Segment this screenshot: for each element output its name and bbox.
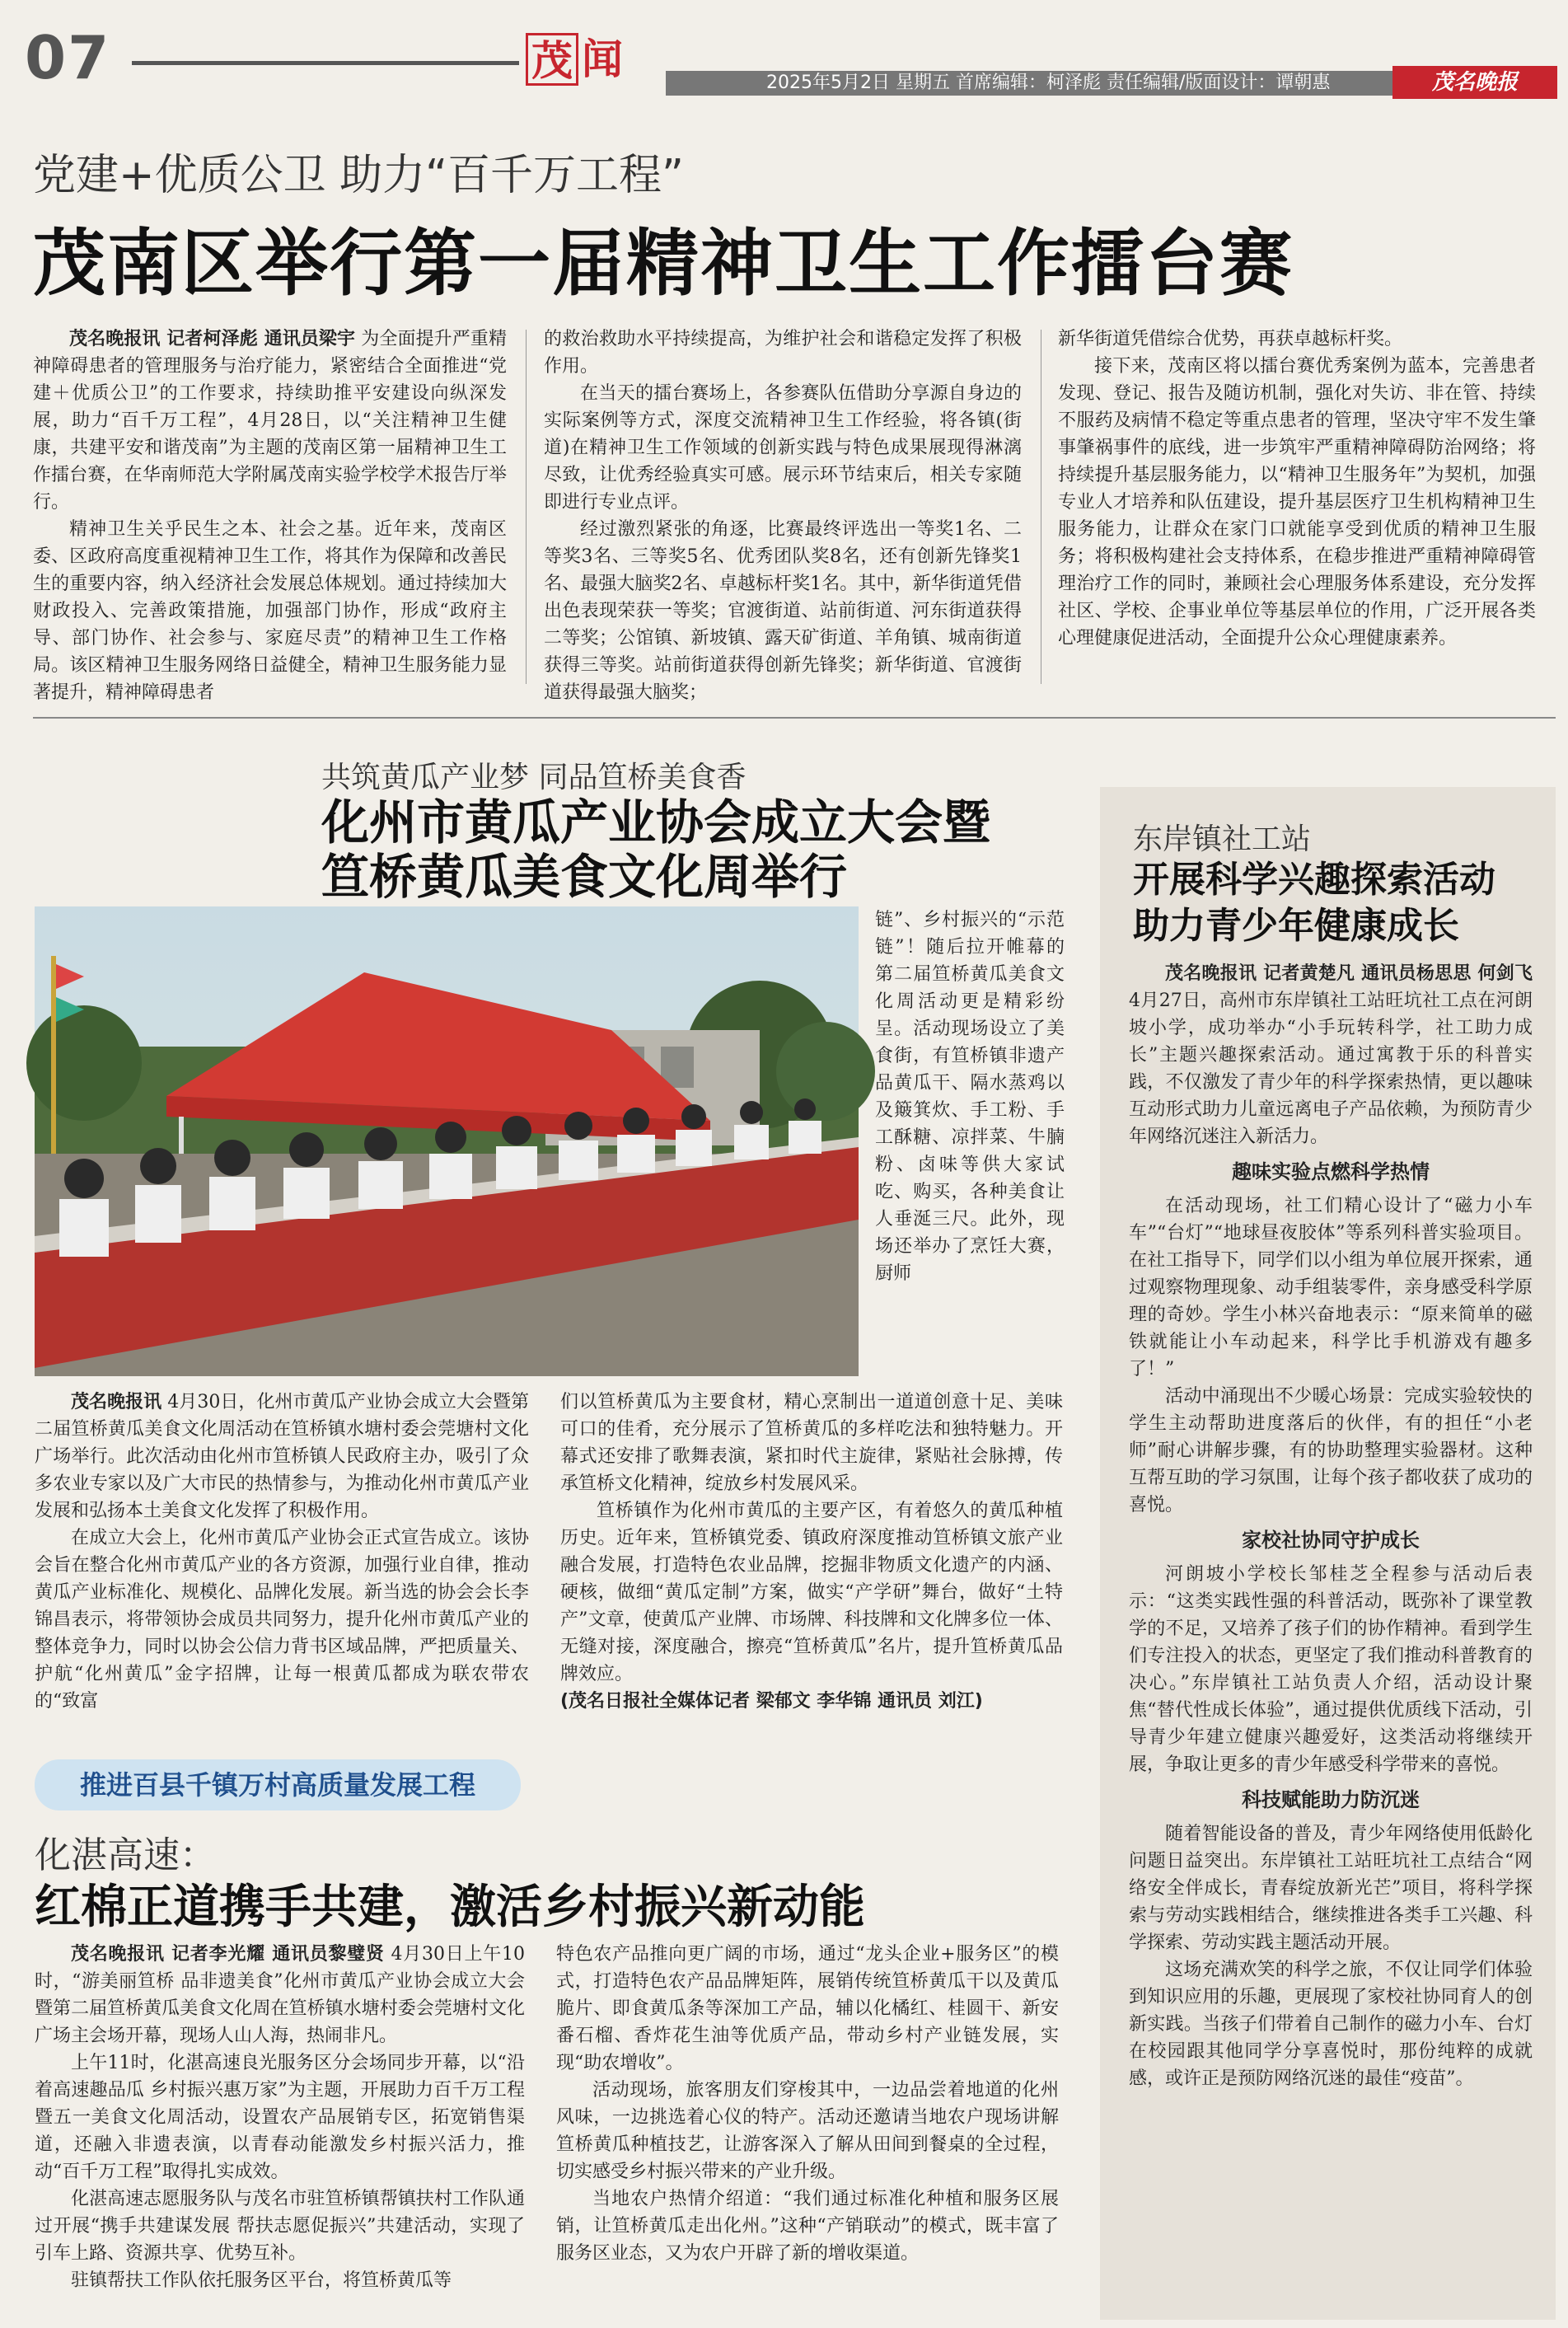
article2-col1 xyxy=(35,1389,529,1712)
sidebar-kicker: 东岸镇社工站 xyxy=(1133,822,1312,856)
sidebar-subhead-2: 家校社协同守护成长 xyxy=(1242,1529,1420,1552)
sidebar-p6: 这场充满欢笑的科学之旅，不仅让同学们体验到知识应用的乐趣，更展现了家校社协同育人的创新实践。当孩子们带着自己制作的磁力小车、台灯在校园跟其他同学分享喜悦时，那份纯粹的成就感，或许正是预防网络沉迷的最佳“疫苗”。 xyxy=(1129,1960,1533,2089)
article1-col2 xyxy=(544,326,1022,703)
sidebar-headline-line2: 助力青少年健康成长 xyxy=(1133,905,1459,947)
article1-headline: 茂南区举行第一届精神卫生工作擂台赛 xyxy=(33,221,1294,306)
article2-col2-p0: 们以笪桥黄瓜为主要食材，精心烹制出一道道创意十足、美味可口的佳肴，充分展示了笪桥黄瓜的多样吃法和独特魅力。开幕式还安排了歌舞表演，紧扣时代主旋律，紧贴社会脉搏，传承笪桥文化精神，绽放乡村发展风采。 xyxy=(560,1392,1063,1494)
article2-kicker: 共筑黄瓜产业梦 同品笪桥美食香 xyxy=(321,761,747,794)
article1-col3-p0: 新华街道凭借综合优势，再获卓越标杆奖。 xyxy=(1058,329,1403,349)
sidebar-headline xyxy=(1133,857,1495,949)
sidebar-subhead-3: 科技赋能助力防沉迷 xyxy=(1242,1788,1420,1811)
article1-col1-p1: 为全面提升严重精神障碍患者的管理服务与治疗能力，紧密结合全面推进“党建＋优质公卫”的工作要求，持续助推平安建设向纵深发展，助力“百千万工程”，4月28日，以“关注精神卫生健康，共建平安和谐茂南”为主题的茂南区第一届精神卫生工作擂台赛，在华南师范大学附属茂南实验学校学术报告厅举行。 xyxy=(33,329,507,513)
campaign-banner: 推进百县千镇万村高质量发展工程 xyxy=(35,1759,521,1810)
article3-col1-p1: 4月30日上午10时，“游美丽笪桥 品非遗美食”化州市黄瓜产业协会成立大会暨第二届笪桥黄瓜美食文化周在笪桥镇水塘村委会莞塘村文化广场主会场开幕，现场人山人海，热闹非凡。 xyxy=(35,1944,525,2046)
article3-col1 xyxy=(35,1941,525,2320)
sidebar-headline-line1: 开展科学兴趣探索活动 xyxy=(1133,859,1495,901)
article2-lead: 茂名晚报讯 xyxy=(71,1392,162,1412)
article3-lead: 茂名晚报讯 记者李光耀 通讯员黎璧贤 xyxy=(71,1944,385,1965)
article1-col3-p1: 接下来，茂南区将以擂台赛优秀案例为蓝本，完善患者发现、登记、报告及随访机制，强化对失访、非在管、持续不服药及病情不稳定等重点患者的管理，坚决守牢不发生肇事肇祸事件的底线，进一步筑牢严重精神障碍防治网络；将持续提升基层服务能力，以“精神卫生服务年”为契机，加强专业人才培养和队伍建设，提升基层医疗卫生机构精神卫生服务能力，让群众在家门口就能享受到优质的精神卫生服务；将积极构建社会支持体系，在稳步推进严重精神障碍管理治疗工作的同时，兼顾社会心理服务体系建设，充分发挥社区、学校、企事业单位等基层单位的作用，广泛开展各类心理健康促进活动，全面提升公众心理健康素养。 xyxy=(1058,356,1536,649)
event-photo-illustration xyxy=(35,906,859,1376)
event-photo xyxy=(35,906,859,1376)
article3-col2-p1: 活动现场，旅客朋友们穿梭其中，一边品尝着地道的化州风味，一边挑选着心仪的特产。活动还邀请当地农户现场讲解笪桥黄瓜种植技艺，让游客深入了解从田间到餐桌的全过程，切实感受乡村振兴带来的产业升级。 xyxy=(556,2080,1059,2182)
masthead-logo: 茂名晚报 xyxy=(1392,66,1557,99)
sidebar-lead: 茂名晚报讯 记者黄楚凡 通讯员杨思思 何剑飞 xyxy=(1165,963,1533,984)
article3-kicker: 化湛高速： xyxy=(35,1834,216,1876)
article2-col2-p1: 笪桥镇作为化州市黄瓜的主要产区，有着悠久的黄瓜种植历史。近年来，笪桥镇党委、镇政府深度推动笪桥镇文旅产业融合发展，打造特色农业品牌，挖掘非物质文化遗产的内涵、硬核，做细“黄瓜定制”方案，做实“产学研”舞台，做好“土特产”文章，使黄瓜产业牌、市场牌、科技牌和文化牌多位一体、无缝对接，深度融合，擦亮“笪桥黄瓜”名片，提升笪桥黄瓜品牌效应。 xyxy=(560,1501,1063,1684)
article1-col2-p2: 经过激烈紧张的角逐，比赛最终评选出一等奖1名、二等奖3名、三等奖5名、优秀团队奖8名，还有创新先锋奖1名、最强大脑奖2名、卓越标杆奖1名。其中，新华街道凭借出色表现荣获一等奖；官渡街道、站前街道、河东街道获得二等奖；公馆镇、新坡镇、露天矿街道、羊角镇、城南街道获得三等奖。站前街道获得创新先锋奖；新华街道、官渡街道获得最强大脑奖； xyxy=(544,519,1022,703)
article3-col1-p3: 化湛高速志愿服务队与茂名市驻笪桥镇帮镇扶村工作队通过开展“携手共建谋发展 帮扶志愿促振兴”共建活动，实现了引车上路、资源共享、优势互补。 xyxy=(35,2189,525,2264)
article2-col1-p2: 在成立大会上，化州市黄瓜产业协会正式宣告成立。该协会旨在整合化州市黄瓜产业的各方资源，加强行业自律，推动黄瓜产业标准化、规模化、品牌化发展。新当选的协会会长李锦昌表示，将带领协会成员共同努力，提升化州市黄瓜产业的整体竞争力，同时以协会公信力背书区域品牌，严把质量关、护航“化州黄瓜”金字招牌，让每一根黄瓜都成为联农带农的“致富 xyxy=(35,1528,529,1712)
sidebar-subhead-1: 趣味实验点燃科学热情 xyxy=(1232,1160,1430,1183)
article1-lead: 茂名晚报讯 记者柯泽彪 通讯员梁宇 xyxy=(69,329,356,349)
article1-col2-p1: 在当天的擂台赛场上，各参赛队伍借助分享源自身边的实际案例等方式，深度交流精神卫生工作经验，将各镇(街道)在精神卫生工作领域的创新实践与特色成果展现得淋漓尽致，让优秀经验真实可感。展示环节结束后，相关专家随即进行专业点评。 xyxy=(544,383,1022,513)
article2-side-text xyxy=(875,906,1065,1376)
article1-col1-p2: 精神卫生关乎民生之本、社会之基。近年来，茂南区委、区政府高度重视精神卫生工作，将其作为保障和改善民生的重要内容，纳入经济社会发展总体规划。通过持续加大财政投入、完善政策措施，加强部门协作，形成“政府主导、部门协作、社会参与、家庭尽责”的精神卫生工作格局。该区精神卫生服务网络日益健全，精神卫生服务能力显著提升，精神障碍患者 xyxy=(33,519,507,703)
article3-col1-p2: 上午11时，化湛高速良光服务区分会场同步开幕，以“沿着高速趣品瓜 乡村振兴惠万家”为主题，开展助力百千万工程暨五一美食文化周活动，设置农产品展销专区，拓宽销售渠道，还融入非遗表演，以青春动能激发乡村振兴活力，推动“百千万工程”取得扎实成效。 xyxy=(35,2053,525,2182)
sidebar-body xyxy=(1129,960,1533,2312)
sidebar-p5: 随着智能设备的普及，青少年网络使用低龄化问题日益突出。东岸镇社工站旺坑社工点结合“网络安全伴成长，青春绽放新光芒”项目，将科学探索与劳动实践相结合，继续推进各类手工兴趣、科学探索、劳动实践主题活动开展。 xyxy=(1129,1824,1533,1953)
article1-kicker: 党建+优质公卫 助力“百千万工程” xyxy=(33,151,684,200)
page-number: 07 xyxy=(25,23,111,92)
article1-col3 xyxy=(1058,326,1536,688)
article2-headline-line1: 化州市黄瓜产业协会成立大会暨 xyxy=(321,794,991,850)
issue-info: 2025年5月2日 星期五 首席编辑：柯泽彪 责任编辑/版面设计：谭朝惠 xyxy=(766,73,1331,93)
section-badge-char2: 闻 xyxy=(582,35,623,83)
article1-col2-p0: 的救治救助水平持续提高，为维护社会和谐稳定发挥了积极作用。 xyxy=(544,329,1022,377)
article2-col1-p1: 4月30日，化州市黄瓜产业协会成立大会暨第二届笪桥黄瓜美食文化周活动在笪桥镇水塘村委会莞塘村文化广场举行。此次活动由化州市笪桥镇人民政府主办，吸引了众多农业专家以及广大市民的热情参与，为推动化州市黄瓜产业发展和弘扬本土美食文化发挥了积极作用。 xyxy=(35,1392,529,1521)
article2-col2 xyxy=(560,1389,1063,1712)
sidebar-p4: 河朗坡小学校长邹桂芝全程参与活动后表示：“这类实践性强的科普活动，既弥补了课堂教学的不足，又培养了孩子们的协作精神。看到学生们专注投入的状态，更坚定了我们推动科普教育的决心。”东岸镇社工站负责人介绍，活动设计聚焦“替代性成长体验”，通过提供优质线下活动，引导青少年建立健康兴趣爱好，这类活动将继续开展，争取让更多的青少年感受科学带来的喜悦。 xyxy=(1129,1564,1533,1775)
section-badge: 茂 xyxy=(526,33,578,86)
article1-col1 xyxy=(33,326,507,703)
article2-headline xyxy=(321,795,990,904)
article3-headline: 红棉正道携手共建，激活乡村振兴新动能 xyxy=(35,1881,865,1934)
article3-col1-p4: 驻镇帮扶工作队依托服务区平台，将笪桥黄瓜等 xyxy=(71,2270,452,2291)
article2-side-paragraph: 链”、乡村振兴的“示范链”！随后拉开帷幕的第二届笪桥黄瓜美食文化周活动更是精彩纷呈。活动现场设立了美食街，有笪桥镇非遗产品黄瓜干、隔水蒸鸡以及簸箕炊、手工粉、手工酥糖、凉拌菜、牛腩粉、卤味等供大家试吃、购买，各种美食让人垂涎三尺。此外，现场还举办了烹饪大赛，厨师 xyxy=(875,910,1065,1284)
header-rule xyxy=(132,61,519,65)
sidebar-p1: 4月27日，高州市东岸镇社工站旺坑社工点在河朗坡小学，成功举办“小手玩转科学，社工助力成长”主题兴趣探索活动。通过寓教于乐的科普实践，不仅激发了青少年的科学探索热情，更以趣味互动形式助力儿童远离电子产品依赖，为预防青少年网络沉迷注入新活力。 xyxy=(1129,991,1533,1147)
column-divider xyxy=(526,330,527,684)
article3-col2-p0: 特色农产品推向更广阔的市场，通过“龙头企业+服务区”的模式，打造特色农产品品牌矩阵，展销传统笪桥黄瓜干以及黄瓜脆片、即食黄瓜条等深加工产品，辅以化橘红、桂圆干、新安番石榴、香炸花生油等优质产品，带动乡村产业链发展，实现“助农增收”。 xyxy=(556,1944,1059,2073)
sidebar-p2: 在活动现场，社工们精心设计了“磁力小车车”“台灯”“地球昼夜胶体”等系列科普实验项目。在社工指导下，同学们以小组为单位展开探索，通过观察物理现象、动手组装零件，亲身感受科学原理的奇妙。学生小林兴奋地表示：“原来简单的磁铁就能让小车动起来，科学比手机游戏有趣多了！” xyxy=(1129,1196,1533,1379)
sidebar-p3: 活动中涌现出不少暖心场景：完成实验较快的学生主动帮助进度落后的伙伴，有的担任“小老师”耐心讲解步骤，有的协助整理实验器材。这种互帮互助的学习氛围，让每个孩子都收获了成功的喜悦。 xyxy=(1129,1386,1533,1515)
section-rule xyxy=(33,717,1556,719)
article3-col2 xyxy=(556,1941,1059,2320)
article2-headline-line2: 笪桥黄瓜美食文化周举行 xyxy=(321,849,848,905)
article3-col2-p2: 当地农户热情介绍道：“我们通过标准化种植和服务区展销，让笪桥黄瓜走出化州。”这种“产销联动”的模式，既丰富了服务区业态，又为农户开辟了新的增收渠道。 xyxy=(556,2189,1059,2264)
article2-credit: (茂名日报社全媒体记者 梁郁文 李华锦 通讯员 刘江) xyxy=(560,1691,983,1712)
